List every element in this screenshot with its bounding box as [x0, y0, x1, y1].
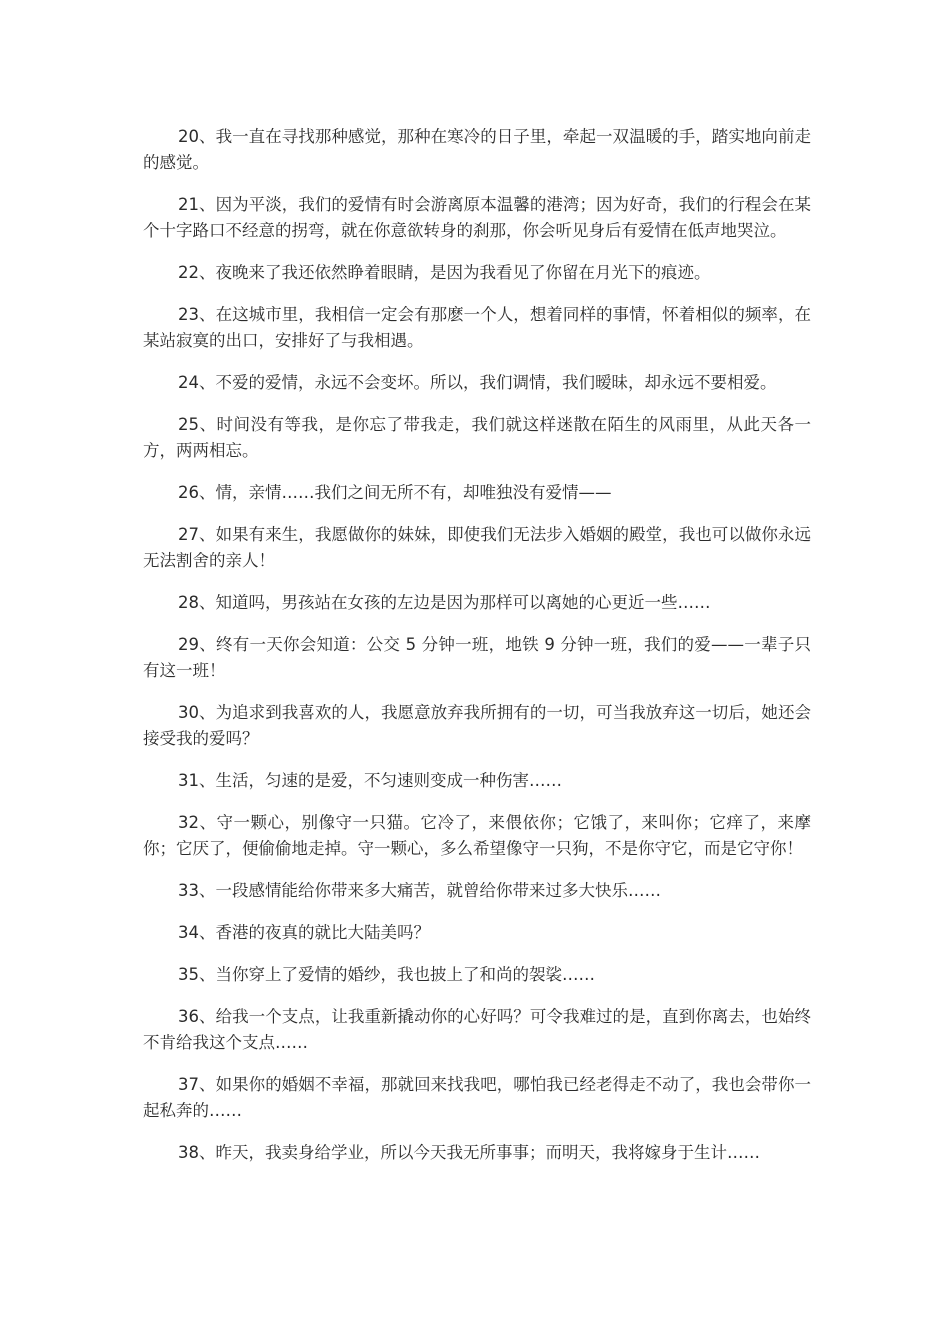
paragraph-32: 32、守一颗心，别像守一只猫。它冷了，来偎依你；它饿了，来叫你；它痒了，来摩你；它厌了，便偷偷地走掉。守一颗心，多么希望像守一只狗，不是你守它，而是它守你！	[143, 813, 811, 858]
paragraph-33: 33、一段感情能给你带来多大痛苦，就曾给你带来过多大快乐……	[178, 881, 661, 900]
paragraph-31: 31、生活，匀速的是爱，不匀速则变成一种伤害……	[178, 771, 562, 790]
paragraph-25: 25、时间没有等我，是你忘了带我走，我们就这样迷散在陌生的风雨里，从此天各一方，两两相忘。	[143, 415, 811, 460]
paragraph-35: 35、当你穿上了爱情的婚纱，我也披上了和尚的袈裟……	[178, 965, 595, 984]
paragraph-26: 26、情，亲情……我们之间无所不有，却唯独没有爱情——	[178, 483, 612, 502]
document-body	[143, 124, 811, 1182]
paragraph-20: 20、我一直在寻找那种感觉，那种在寒冷的日子里，牵起一双温暖的手，踏实地向前走的感觉。	[143, 127, 811, 172]
paragraph-30: 30、为追求到我喜欢的人，我愿意放弃我所拥有的一切，可当我放弃这一切后，她还会接受我的爱吗？	[143, 703, 811, 748]
paragraph-24: 24、不爱的爱情，永远不会变坏。所以，我们调情，我们暧昧，却永远不要相爱。	[178, 373, 777, 392]
paragraph-34: 34、香港的夜真的就比大陆美吗？	[178, 923, 430, 942]
paragraph-37: 37、如果你的婚姻不幸福，那就回来找我吧，哪怕我已经老得走不动了，我也会带你一起私奔的……	[143, 1075, 811, 1120]
paragraph-22: 22、夜晚来了我还依然睁着眼睛，是因为我看见了你留在月光下的痕迹。	[178, 263, 711, 282]
paragraph-28: 28、知道吗，男孩站在女孩的左边是因为那样可以离她的心更近一些……	[178, 593, 711, 612]
paragraph-29: 29、终有一天你会知道：公交 5 分钟一班，地铁 9 分钟一班，我们的爱——一辈子只有这一班！	[143, 635, 811, 680]
paragraph-27: 27、如果有来生，我愿做你的妹妹，即使我们无法步入婚姻的殿堂，我也可以做你永远无法割舍的亲人！	[143, 525, 811, 570]
paragraph-23: 23、在这城市里，我相信一定会有那麽一个人，想着同样的事情，怀着相似的频率，在某站寂寞的出口，安排好了与我相遇。	[143, 305, 811, 350]
paragraph-21: 21、因为平淡，我们的爱情有时会游离原本温馨的港湾；因为好奇，我们的行程会在某个十字路口不经意的拐弯，就在你意欲转身的刹那，你会听见身后有爱情在低声地哭泣。	[143, 195, 811, 240]
paragraph-38: 38、昨天，我卖身给学业，所以今天我无所事事；而明天，我将嫁身于生计……	[178, 1143, 760, 1162]
paragraph-36: 36、给我一个支点，让我重新撬动你的心好吗？可令我难过的是，直到你离去，也始终不肯给我这个支点……	[143, 1007, 811, 1052]
